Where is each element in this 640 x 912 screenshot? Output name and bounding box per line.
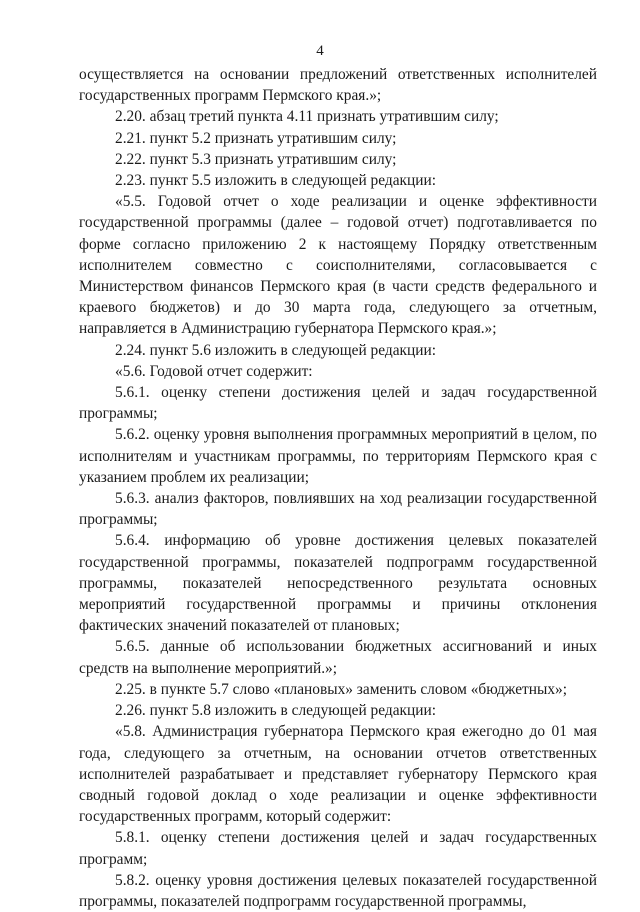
paragraph: «5.6. Годовой отчет содержит: [115,362,313,380]
paragraph: осуществляется на основании предложений ответственных исполнителей государственных программ Пермского края.»; [79,66,597,105]
page-number: 4 [316,43,324,59]
paragraph: 5.6.2. оценку уровня выполнения программных мероприятий в целом, по исполнителям и участникам программы, по территориям Пермского края с указанием проблем их реализации; [79,426,597,486]
paragraph: 2.26. пункт 5.8 изложить в следующей редакции: [115,702,436,720]
paragraph: 5.6.1. оценку степени достижения целей и задач государственной программы; [79,384,597,423]
paragraph: 2.24. пункт 5.6 изложить в следующей редакции: [115,341,436,359]
paragraph: 5.8.2. оценку уровня достижения целевых показателей государственной программы, показателей подпрограмм государственной программы, [79,871,597,910]
paragraph: «5.8. Администрация губернатора Пермского края ежегодно до 01 мая года, следующего за отчетным, на основании отчетов ответственных исполнителей разрабатывает и представляет губернатору Пермского края сводный годовой доклад о ходе реализации и оценке эффективности государственных программ, который содержит: [79,723,597,826]
paragraph: 2.21. пункт 5.2 признать утратившим силу; [115,129,397,147]
paragraph: 5.6.4. информацию об уровне достижения целевых показателей государственной программы, показателей подпрограмм государственной программы, показателей непосредственного результата основных мероприятий государственной программы и причины отклонения фактических значений показателей от плановых; [79,532,597,635]
paragraph: 2.25. в пункте 5.7 слово «плановых» заменить словом «бюджетных»; [115,680,568,698]
paragraph: 2.22. пункт 5.3 признать утратившим силу; [115,150,397,168]
paragraph: 5.6.5. данные об использовании бюджетных ассигнований и иных средств на выполнение мероприятий.»; [79,638,597,677]
paragraph: «5.5. Годовой отчет о ходе реализации и оценке эффективности государственной программы (далее – годовой отчет) подготавливается по форме согласно приложению 2 к настоящему Порядку ответственным исполнителем совместно с соисполнителями, согласовывается с Министерством финансов Пермского края (в части средств федерального и краевого бюджетов) и до 30 марта года, следующего за отчетным, направляется в Администрацию губернатора Пермского края.»; [79,193,597,338]
paragraph: 5.8.1. оценку степени достижения целей и задач государственных программ; [79,829,597,868]
paragraph: 2.23. пункт 5.5 изложить в следующей редакции: [115,172,436,190]
document-body [79,64,597,912]
paragraph: 2.20. абзац третий пункта 4.11 признать утратившим силу; [115,108,499,126]
paragraph: 5.6.3. анализ факторов, повлиявших на ход реализации государственной программы; [79,490,597,529]
